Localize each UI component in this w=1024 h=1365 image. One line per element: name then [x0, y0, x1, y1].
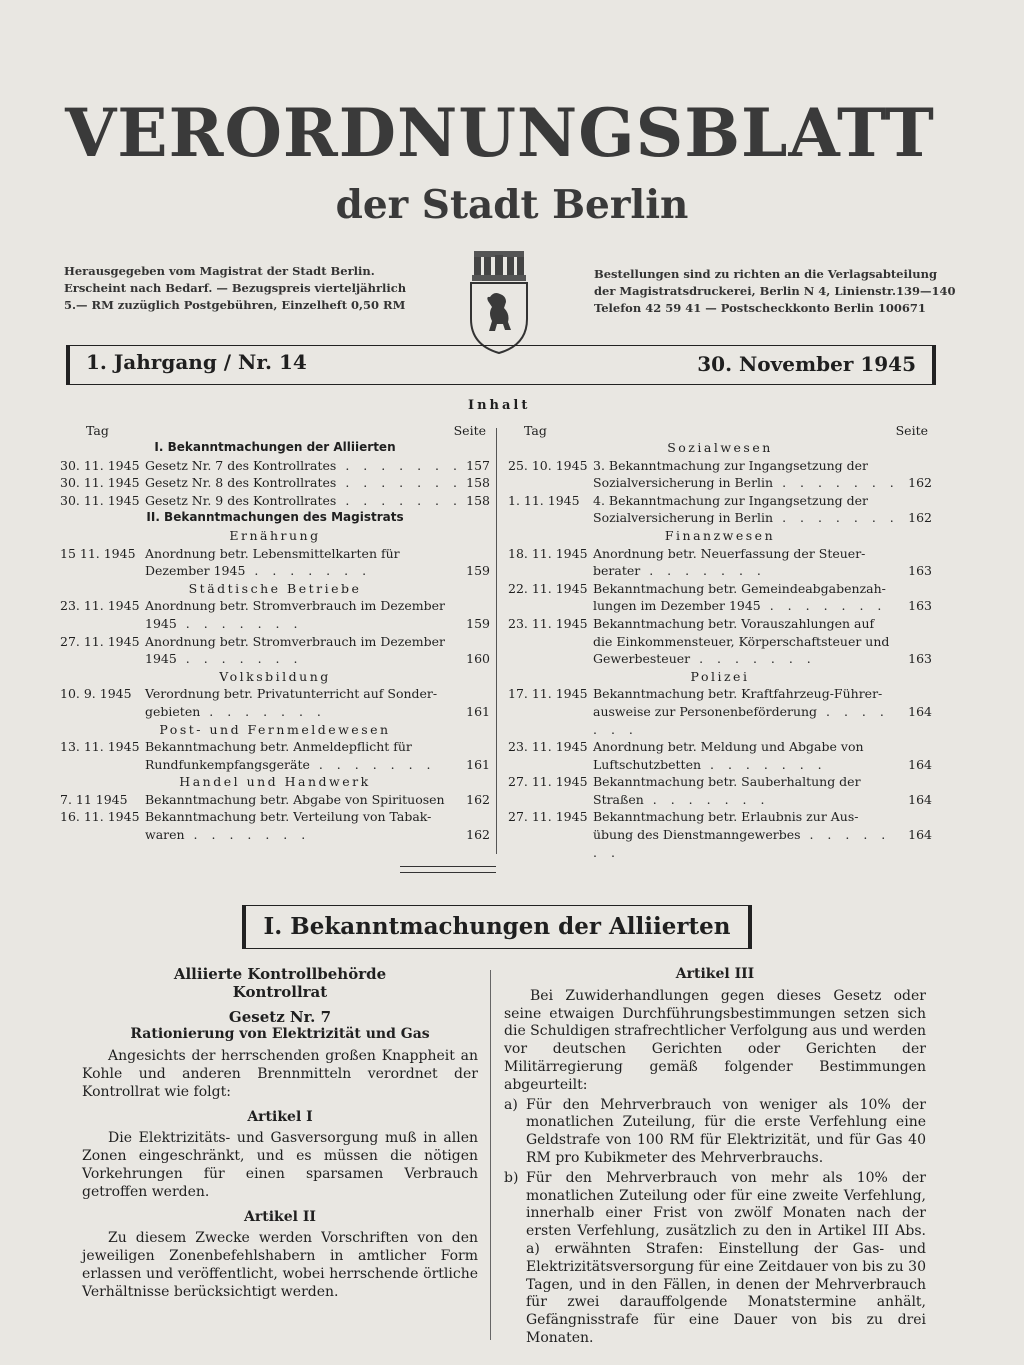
- toc-entry-title: Anordnung betr. Lebensmittelkarten für: [145, 545, 400, 561]
- law-subject: Rationierung von Elektrizität und Gas: [130, 1026, 430, 1043]
- toc-entry-page: 158: [466, 492, 490, 508]
- toc-header: [60, 422, 490, 439]
- toc-entry: [60, 808, 490, 843]
- toc-day-header: Tag: [86, 423, 109, 438]
- toc-entry-title: 1945 . . . . . . .: [145, 615, 303, 631]
- toc-entry-title: Bekanntmachung betr. Abgabe von Spirituosen: [145, 791, 445, 807]
- toc-header: [508, 422, 932, 439]
- toc-entry: [508, 545, 932, 580]
- toc-entry-date: 16. 11. 1945: [60, 809, 140, 825]
- leader-dots: . . . . . . .: [245, 563, 372, 579]
- toc-section-heading: Volksbildung: [219, 668, 331, 684]
- toc-entry-date: 1. 11. 1945: [508, 492, 580, 508]
- toc-entry: [60, 492, 490, 510]
- list-marker: b): [504, 1169, 519, 1186]
- toc-entry: [60, 633, 490, 668]
- section-banner: I. Bekanntmachungen der Alliierten: [242, 905, 752, 949]
- issue-bar: [66, 345, 936, 385]
- law-left-column: [82, 966, 478, 1302]
- article-3-text: Bei Zuwiderhandlungen gegen dieses Gesetz oder seine etwaigen Durchführungsbestimmungen setzen sich die Schuldigen strafrechtlicher Verfolgung aus und werden vor deutschen Gerichten oder Gerichten der Militärregierung gemäß folgender Bestimmungen abgeurteilt:: [504, 987, 926, 1093]
- toc-entry-page: 164: [908, 791, 932, 807]
- list-item: [504, 1170, 926, 1348]
- article-3-item-a: Für den Mehrverbrauch von weniger als 10% der monatlichen Zuteilung, für die erste Verfehlung eine Geldstrafe von 100 RM für Elektrizität, und für Gas 40 RM pro Kubikmeter des Mehrverbrauchs.: [526, 1096, 926, 1166]
- toc-entry-date: 30. 11. 1945: [60, 475, 140, 491]
- toc-entry-title: 1945 . . . . . . .: [145, 651, 303, 667]
- leader-dots: . . . . . . .: [176, 651, 303, 667]
- publisher-info: [64, 263, 464, 314]
- leader-dots: . . . . . . .: [773, 475, 899, 491]
- toc-entry: [508, 773, 932, 808]
- article-2-title: Artikel II: [244, 1208, 316, 1225]
- leader-dots: . . . . . . .: [200, 703, 326, 719]
- toc-section-heading: Polizei: [690, 668, 750, 684]
- toc-entry-title: Gesetz Nr. 7 des Kontrollrates . . . . . . .: [145, 457, 462, 473]
- toc-entry-title: Anordnung betr. Neuerfassung der Steuer-: [593, 545, 866, 561]
- leader-dots: . . . . . . .: [184, 827, 311, 843]
- toc-entry-date: 13. 11. 1945: [60, 739, 140, 755]
- toc-entry-title: lungen im Dezember 1945 . . . . . . .: [593, 598, 887, 614]
- toc-left-entries: [60, 439, 490, 844]
- article-2-text: Zu diesem Zwecke werden Vorschriften von den jeweiligen Zonenbefehlshabern in amtlicher Form erlassen und veröffentlicht, wobei herrschende örtliche Verhältnisse berücksichtigt werden.: [82, 1230, 478, 1300]
- list-item: [504, 1097, 926, 1168]
- leader-dots: . . . . . . .: [640, 563, 766, 579]
- toc-entry-page: 157: [466, 457, 490, 473]
- berlin-bear-crest-icon: [466, 247, 532, 357]
- toc-entry-page: 161: [466, 756, 490, 772]
- order-info: [594, 266, 956, 317]
- toc-left-column: [60, 422, 490, 844]
- order-line: Bestellungen sind zu richten an die Verlagsabteilung: [594, 267, 937, 281]
- toc-entry-title: Bekanntmachung betr. Kraftfahrzeug-Führer-: [593, 686, 883, 702]
- toc-entry-title: Bekanntmachung betr. Verteilung von Tabak-: [145, 809, 432, 825]
- toc-entry-page: 164: [908, 756, 932, 772]
- list-marker: a): [504, 1096, 518, 1113]
- toc-section-heading: II. Bekanntmachungen des Magistrats: [146, 510, 404, 525]
- toc-entry-page: 162: [466, 827, 490, 843]
- toc-entry: [508, 580, 932, 615]
- toc-entry-page: 162: [466, 791, 490, 807]
- leader-dots: . . . . . . .: [773, 510, 899, 526]
- leader-dots: . . . . . . .: [176, 615, 303, 631]
- toc-entry-title: Sozialversicherung in Berlin . . . . . . .: [593, 510, 899, 526]
- toc-entry-title: 3. Bekanntmachung zur Ingangsetzung der: [593, 457, 869, 473]
- leader-dots: . . . . . . .: [593, 827, 891, 860]
- toc-entry-title: 4. Bekanntmachung zur Ingangsetzung der: [593, 492, 869, 508]
- article-1-text: Die Elektrizitäts- und Gasversorgung muß in allen Zonen eingeschränkt, und es müssen die nötigen Vorkehrungen für einen sparsamen Verbrauch getroffen werden.: [82, 1130, 478, 1200]
- toc-section-heading: I. Bekanntmachungen der Alliierten: [154, 440, 396, 454]
- order-line: Telefon 42 59 41 — Postscheckkonto Berlin 100671: [594, 301, 926, 315]
- toc-entry-page: 163: [908, 563, 932, 579]
- leader-dots: . . . . . . .: [593, 703, 889, 737]
- toc-entry-title: Straßen . . . . . . .: [593, 791, 770, 807]
- toc-entry: [60, 791, 490, 809]
- toc-section-heading: Sozialwesen: [667, 440, 773, 455]
- toc-entry: [508, 738, 932, 773]
- toc-entry: [60, 738, 490, 773]
- toc-entry-title: Sozialversicherung in Berlin . . . . . . .: [593, 475, 899, 491]
- double-rule-divider: [400, 866, 496, 873]
- toc-entry-page: 164: [908, 827, 932, 843]
- toc-entry-date: 27. 11. 1945: [60, 633, 140, 649]
- toc-entry-title: die Einkommensteuer, Körperschaftsteuer und: [593, 633, 890, 649]
- publisher-line: Erscheint nach Bedarf. — Bezugspreis vierteljährlich: [64, 281, 407, 295]
- article-3-item-b: Für den Mehrverbrauch von mehr als 10% der monatlichen Zuteilung oder für eine zweite Verfehlung, innerhalb einer Frist von zwölf Monaten nach der ersten Verfehlung, zusätzlich zu den in Artikel III Abs. a) erwähnten Strafen: Einstellung der Gas- und Elektrizitätsversorgung für eine Zeitdauer von bis zu 30 Tagen, und in den Fällen, in denen der Mehrverbrauch für zwei darauffolgende Monatstermine anhält, Gefängnisstrafe für eine Dauer von bis zu drei Monaten.: [526, 1169, 926, 1346]
- toc-section-heading: Handel und Handwerk: [179, 774, 371, 790]
- article-3-title: Artikel III: [675, 966, 755, 982]
- toc-entry-title: waren . . . . . . .: [145, 827, 311, 843]
- toc-entry-title: Gesetz Nr. 9 des Kontrollrates . . . . . . .: [145, 492, 462, 508]
- leader-dots: . . . . . . .: [701, 756, 827, 772]
- leader-dots: . . . . . . .: [760, 598, 887, 614]
- toc-page-header: Seite: [895, 423, 928, 438]
- toc-entry: [60, 685, 490, 720]
- toc-entry-title: Verordnung betr. Privatunterricht auf Sonder-: [145, 686, 438, 702]
- toc-entry-title: gebieten . . . . . . .: [145, 703, 326, 719]
- toc-entry: [60, 474, 490, 492]
- toc-entry-page: 163: [908, 598, 932, 614]
- column-divider: [490, 970, 491, 1340]
- toc-entry-page: 162: [908, 510, 932, 526]
- toc-entry-date: 30. 11. 1945: [60, 492, 140, 508]
- toc-entry-title: Anordnung betr. Stromverbrauch im Dezember: [145, 633, 446, 649]
- publisher-line: Herausgegeben vom Magistrat der Stadt Berlin.: [64, 264, 375, 278]
- toc-entry-date: 15 11. 1945: [60, 545, 136, 561]
- toc-page-header: Seite: [453, 423, 486, 438]
- authority-subheading: Kontrollrat: [232, 982, 328, 1001]
- toc-entry-page: 161: [466, 703, 490, 719]
- law-right-column: [504, 966, 926, 1348]
- law-preamble: Angesichts der herrschenden großen Knappheit an Kohle und anderen Brennmitteln verordnet der Kontrollrat wie folgt:: [82, 1048, 478, 1100]
- article-1-title: Artikel I: [247, 1108, 313, 1125]
- leader-dots: . . . . . . .: [336, 457, 462, 473]
- leader-dots: . . . . . . .: [336, 475, 462, 491]
- toc-entry-date: 23. 11. 1945: [508, 739, 588, 755]
- toc-section-heading: Ernährung: [229, 527, 321, 543]
- toc-entry: [508, 808, 932, 861]
- toc-entry-title: ausweise zur Personenbeförderung . . . . . . .: [593, 703, 889, 737]
- authority-heading: Alliierte Kontrollbehörde: [173, 965, 387, 983]
- masthead-subtitle: der Stadt Berlin: [335, 182, 689, 228]
- toc-entry-date: 22. 11. 1945: [508, 580, 588, 596]
- toc-entry-title: Gewerbesteuer . . . . . . .: [593, 651, 816, 667]
- issue-date: 30. November 1945: [697, 352, 916, 376]
- toc-entry-date: 23. 11. 1945: [60, 598, 140, 614]
- toc-entry-title: Bekanntmachung betr. Erlaubnis zur Aus-: [593, 809, 859, 825]
- toc-entry-date: 18. 11. 1945: [508, 545, 588, 561]
- toc-entry-page: 159: [466, 615, 490, 631]
- law-title: Gesetz Nr. 7: [228, 1007, 332, 1026]
- issue-volume: 1. Jahrgang / Nr. 14: [86, 350, 307, 374]
- toc-title: Inhalt: [468, 398, 531, 413]
- toc-entry-date: 27. 11. 1945: [508, 774, 588, 790]
- toc-entry-title: Bekanntmachung betr. Gemeindeabgabenzah-: [593, 580, 886, 596]
- publisher-line: 5.— RM zuzüglich Postgebühren, Einzelheft 0,50 RM: [64, 298, 406, 312]
- toc-entry-title: übung des Dienstmanngewerbes . . . . . . .: [593, 827, 891, 860]
- leader-dots: . . . . . . .: [643, 791, 770, 807]
- toc-entry-title: Bekanntmachung betr. Sauberhaltung der: [593, 774, 861, 790]
- toc-entry-page: 158: [466, 475, 490, 491]
- leader-dots: . . . . . . .: [309, 756, 436, 772]
- toc-day-header: Tag: [524, 423, 547, 438]
- toc-section-heading: Finanzwesen: [664, 527, 776, 543]
- toc-entry-title: Anordnung betr. Meldung und Abgabe von: [593, 739, 864, 755]
- toc-entry-date: 27. 11. 1945: [508, 809, 588, 825]
- toc-divider: [496, 428, 497, 854]
- toc-entry-title: berater . . . . . . .: [593, 563, 766, 579]
- toc-entry-date: 10. 9. 1945: [60, 686, 132, 702]
- toc-entry: [60, 457, 490, 475]
- toc-entry-title: Bekanntmachung betr. Vorauszahlungen auf: [593, 615, 875, 631]
- toc-section-heading: Post- und Fernmeldewesen: [159, 721, 391, 737]
- leader-dots: . . . . . . .: [690, 651, 816, 667]
- toc-entry: [508, 457, 932, 492]
- toc-entry-page: 163: [908, 651, 932, 667]
- toc-entry-title: Gesetz Nr. 8 des Kontrollrates . . . . . . .: [145, 475, 462, 491]
- leader-dots: . . . . . . .: [336, 492, 462, 508]
- toc-section-heading: Städtische Betriebe: [188, 580, 362, 596]
- order-line: der Magistratsdruckerei, Berlin N 4, Linienstr.139—140: [594, 284, 956, 298]
- toc-entry-title: Bekanntmachung betr. Anmeldepflicht für: [145, 739, 412, 755]
- toc-entry: [508, 615, 932, 668]
- masthead-title: VERORDNUNGSBLATT: [65, 94, 935, 172]
- toc-entry-title: Luftschutzbetten . . . . . . .: [593, 756, 827, 772]
- toc-right-entries: [508, 439, 932, 861]
- toc-entry-date: 17. 11. 1945: [508, 686, 588, 702]
- toc-entry: [508, 685, 932, 738]
- toc-entry-title: Anordnung betr. Stromverbrauch im Dezember: [145, 598, 446, 614]
- toc-entry-page: 164: [908, 703, 932, 719]
- toc-entry-page: 159: [466, 563, 490, 579]
- toc-entry-date: 7. 11 1945: [60, 791, 128, 807]
- toc-entry-page: 162: [908, 475, 932, 491]
- toc-entry-title: Dezember 1945 . . . . . . .: [145, 563, 372, 579]
- toc-entry-date: 25. 10. 1945: [508, 457, 588, 473]
- toc-entry-date: 30. 11. 1945: [60, 457, 140, 473]
- toc-right-column: [508, 422, 932, 861]
- toc-entry: [60, 545, 490, 580]
- toc-entry: [60, 597, 490, 632]
- toc-entry-title: Rundfunkempfangsgeräte . . . . . . .: [145, 756, 436, 772]
- toc-entry: [508, 492, 932, 527]
- toc-entry-date: 23. 11. 1945: [508, 615, 588, 631]
- toc-entry-page: 160: [466, 651, 490, 667]
